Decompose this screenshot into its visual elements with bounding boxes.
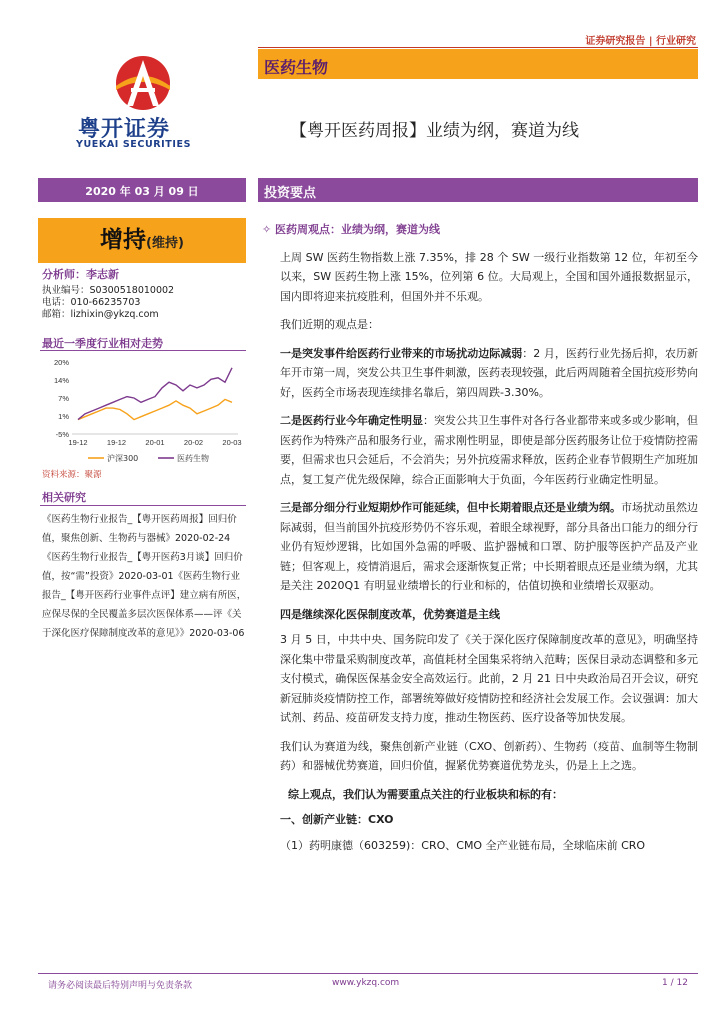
section-innovation-chain: 一、创新产业链：CXO xyxy=(280,813,394,826)
footer-page-number: 1 / 12 xyxy=(662,978,688,988)
date-bar xyxy=(38,178,246,202)
legend-label-1: 医药生物 xyxy=(177,454,209,463)
weekly-view-heading: ✧ 医药周观点：业绩为纲，赛道为线 xyxy=(262,223,441,236)
report-title: 【粤开医药周报】业绩为纲，赛道为线 xyxy=(290,121,579,141)
series-line-1 xyxy=(78,368,232,420)
top-rule xyxy=(258,47,698,48)
series-line-0 xyxy=(78,399,232,419)
logo-chinese-name: 粤开证券 xyxy=(78,117,171,142)
footer-rule xyxy=(38,973,698,974)
x-tick-label: 19-12 xyxy=(68,438,88,447)
chart-title-rule xyxy=(40,350,246,351)
related-research-list: 《医药生物行业报告_【粤开医药周报】回归价值，聚焦创新、生物药与器械》2020-02-24《医药生物行业报告_【粤开医药3月谈】回归价值，按“需”投资》2020-03-01《医药生物行业报告_【粤开医药行业事件点评】建立病有所医，应保尽保的全民覆盖多层次医保体系——评《关于深化医疗保障制度改革的意见》》2020-03-06 xyxy=(42,514,247,639)
footer-website: www.ykzq.com xyxy=(332,978,400,988)
analyst-email: 邮箱：lizhixin@ykzq.com xyxy=(42,309,159,320)
y-tick-label: 14% xyxy=(53,376,69,385)
view-3-body: 市场扰动虽然边际减弱，但当前国外抗疫形势仍不容乐观，着眼全球视野，部分具备出口能力的细分行业仍有短炒逻辑，比如国外急需的呼吸、监护器械和口罩、防护服等医护产品及产业链；但客观上，疫情消退后，需求会逐渐恢复正常；中长期着眼点还是业绩为纲，尤其是关注 2020Q1 有明显业绩增长的行业和标的，估值切换和业绩增长双驱动。 xyxy=(280,501,698,592)
source-note: 资料来源：聚源 xyxy=(42,470,102,480)
report-category-label: 证券研究报告 | 行业研究 xyxy=(585,36,696,47)
paragraph-views-intro: 我们近期的观点是： xyxy=(280,318,379,331)
paragraph-wuxi: （1）药明康德（603259)：CRO、CMO 全产业链布局，全球临床前 CRO xyxy=(280,838,646,852)
y-tick-label: 20% xyxy=(53,358,69,367)
analyst-license: 执业编号：S0300518010002 xyxy=(42,285,175,296)
paragraph-view-3 xyxy=(280,498,698,596)
sector-name: 医药生物 xyxy=(264,58,329,77)
related-research-title: 相关研究 xyxy=(42,491,86,504)
logo-english-name: YUEKAI SECURITIES xyxy=(76,139,192,150)
rating-main: 增持 xyxy=(100,227,147,253)
relative-trend-chart xyxy=(38,352,246,466)
legend-label-0: 沪深300 xyxy=(107,454,139,463)
x-tick-label: 20-01 xyxy=(145,438,165,447)
paragraph-track-view: 我们认为赛道为线，聚焦创新产业链（CXO、创新药）、生物药（疫苗、血制等生物制药）和器械优势赛道，回归价值，握紧优势赛道优势龙头，仍是上上之选。 xyxy=(280,739,698,772)
rating-sub: (维持) xyxy=(146,236,184,251)
y-tick-label: 7% xyxy=(58,394,69,403)
summary-heading: 综上观点，我们认为需要重点关注的行业板块和标的有： xyxy=(288,787,563,801)
paragraph-index-performance: 上周 SW 医药生物指数上涨 7.35%，排 28 个 SW 一级行业指数第 12 位，年初至今以来，SW 医药生物上涨 15%，位列第 6 位。大局观上，全国和国外通报数据显示，国内即将迎来抗疫胜利，但国外并不乐观。 xyxy=(280,250,698,303)
report-date: 2020 年 03 月 09 日 xyxy=(85,185,199,198)
view-1-heading: 一是突发事件给医药行业带来的市场扰动边际减弱 xyxy=(280,346,523,360)
x-tick-label: 20-03 xyxy=(222,438,242,447)
key-points-bar xyxy=(258,178,698,202)
related-title-rule xyxy=(40,505,246,506)
paragraph-policy: 3 月 5 日，中共中央、国务院印发了《关于深化医疗保障制度改革的意见》，明确坚持深化集中带量采购制度改革，高值耗材全国集采将纳入范畴；医保目录动态调整和多元支付模式，确保医保基金安全高效运行。此前，2 月 21 日中央政治局召开会议，研究新冠肺炎疫情防控工作，部署统筹做好疫情防控和经济社会发展工作。会议强调：加大试剂、药品、疫苗研发支持力度，推动生物医药、医疗设备等加快发展。 xyxy=(280,633,698,724)
yuekai-logo-icon xyxy=(105,52,181,114)
key-points-title: 投资要点 xyxy=(264,186,317,201)
y-tick-label: 1% xyxy=(58,412,69,421)
sector-bar xyxy=(258,49,698,79)
view-1-body: ：2 月，医药行业先扬后抑，农历新年开市第一周，突发公共卫生事件刺激，医药表现较强，此后两周随着全国抗疫形势向好，医药全市场表现连续排名靠后，第四周跌-3.30%。 xyxy=(280,346,698,399)
footer-disclaimer: 请务必阅读最后特别声明与免责条款 xyxy=(48,981,193,991)
rating-box xyxy=(38,218,246,263)
analyst-name: 分析师：李志新 xyxy=(42,268,119,281)
view-2-heading: 二是医药行业今年确定性明显 xyxy=(280,414,423,427)
paragraph-view-2 xyxy=(280,411,698,489)
x-tick-label: 20-02 xyxy=(183,438,204,447)
paragraph-view-1 xyxy=(280,344,698,403)
chart-title: 最近一季度行业相对走势 xyxy=(42,337,163,350)
y-tick-label: -5% xyxy=(55,430,69,439)
view-4-heading: 四是继续深化医保制度改革，优势赛道是主线 xyxy=(280,607,500,621)
analyst-phone: 电话：010-66235703 xyxy=(42,297,141,308)
view-2-body: ：突发公共卫生事件对各行各业都带来或多或少影响，但医药作为特殊产品和服务行业，需求刚性明显，即使是部分医药服务让位于疫情防控需要，但需求也只会延后，不会消失；另外抗疫需求释放，医药企业春节假期生产加班加点，复工复产优先级保障，综合正面影响大于负面，今年医药行业确定性明显。 xyxy=(280,414,698,486)
x-tick-label: 19-12 xyxy=(106,438,127,447)
main-content xyxy=(262,220,698,864)
view-3-heading: 三是部分细分行业短期炒作可能延续，但中长期着眼点还是业绩为纲。 xyxy=(280,501,621,514)
